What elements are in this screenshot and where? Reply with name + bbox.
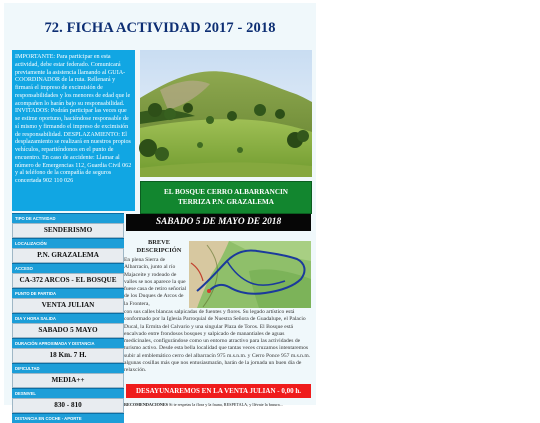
info-label: DIA Y HORA SALIDA	[12, 313, 124, 323]
info-label: DISTANCIA EN COCHE - APORTE	[12, 413, 124, 423]
info-value: VENTA JULIAN	[12, 298, 124, 313]
date-banner: SABADO 5 DE MAYO DE 2018	[126, 214, 311, 231]
info-label: DESNIVEL	[12, 388, 124, 398]
page-title: 72. FICHA ACTIVIDAD 2017 - 2018	[44, 20, 276, 36]
landscape-photo-image	[140, 50, 312, 177]
info-value: 18 Km. 7 H.	[12, 348, 124, 363]
info-value: P.N. GRAZALEMA	[12, 248, 124, 263]
info-label: DURACIÓN APROXIMADA Y DISTANCIA	[12, 338, 124, 348]
route-line-2: TERRIZA P.N. GRAZALEMA	[178, 197, 274, 206]
info-label: TIPO DE ACTIVIDAD	[12, 213, 124, 223]
info-value: 830 - 810	[12, 398, 124, 413]
activity-info-sidebar	[12, 213, 124, 423]
activity-sheet	[4, 3, 316, 421]
info-label: ACCESO	[12, 263, 124, 273]
description-text-body: con sus calles blancas salpicadas de fuentes y flores. Su legado artístico está conformado por la Iglesia Parroquial de Nuestra Señora de Guadalupe, el Palacio Ducal, la Ermita del Calvario y una singular Plaza de Toros. El Bosque está encalvado entre frondosos bosques y salpicado de manantiales de aguas medicinales, configurándose como un entorno atractivo para las actividades de turismo activo. Desde esta bella localidad que tantas veces cruzamos intentaremos subir al emblemático cerro del albarracín 975 m.s.n.m. y Cerro Ponce 957 m.s.n.m. algunas cosillas más que nos entusiasmarán, harán de la jornada un buen día de relaxción.	[124, 309, 311, 374]
description-text-intro: En plena Sierra de Albarracín, junto al río Majaceite y rodeado de valles se nos aparece la que fuese casa de retiro señorial de los Duques de Arcos de la Frontera,	[124, 257, 187, 307]
route-map-image	[189, 241, 311, 308]
info-value: SABADO 5 MAYO	[12, 323, 124, 338]
info-value: CA-372 ARCOS - EL BOSQUE	[12, 273, 124, 288]
landscape-photo	[140, 50, 312, 177]
route-banner	[140, 181, 312, 214]
info-label: DIFICULTAD	[12, 363, 124, 373]
recommendations-text: Si te respetas la flora y la fauna, RESPETALA, y llévate la basura...	[169, 402, 283, 407]
route-line-1: EL BOSQUE CERRO ALBARRANCIN	[163, 188, 288, 196]
recommendations	[124, 402, 314, 407]
route-map	[189, 241, 311, 308]
recommendations-label: RECOMENDACIONES	[124, 402, 168, 407]
info-label: PUNTO DE PARTIDA	[12, 288, 124, 298]
important-notice: IMPORTANTE: Para participar en esta actividad, debe estar federado. Comunicará previamente la asistencia llamando al GUIA-COORDINADOR de la ruta. Rellenará y firmará el impreso de excimisión de responsabilidades y los menores de edad que le acompañen lo harán bajo su responsabilidad. INVITADOS: Podrán participar las veces que se estime oportuno, haciéndose responsable de sí mismo y firmando el impreso de excimisión de responsabilidad. DESPLAZAMIENTO: El desplazamiento se realizará en nuestros propios vehículos, repartiéndonos en el punto de encuentro. En caso de accidente: Llamar al número de Emergencias 112, Guardia Civil 062 y al teléfono de la compañía de seguros concertada 902 110 026	[12, 50, 135, 211]
info-value: SENDERISMO	[12, 223, 124, 238]
description-heading: BREVE DESCRIPCIÓN	[136, 239, 182, 254]
info-value: MEDIA++	[12, 373, 124, 388]
info-label: LOCALIZACIÓN	[12, 238, 124, 248]
breakfast-banner: DESAYUNAREMOS EN LA VENTA JULIAN - 0,00 h.	[126, 384, 311, 398]
